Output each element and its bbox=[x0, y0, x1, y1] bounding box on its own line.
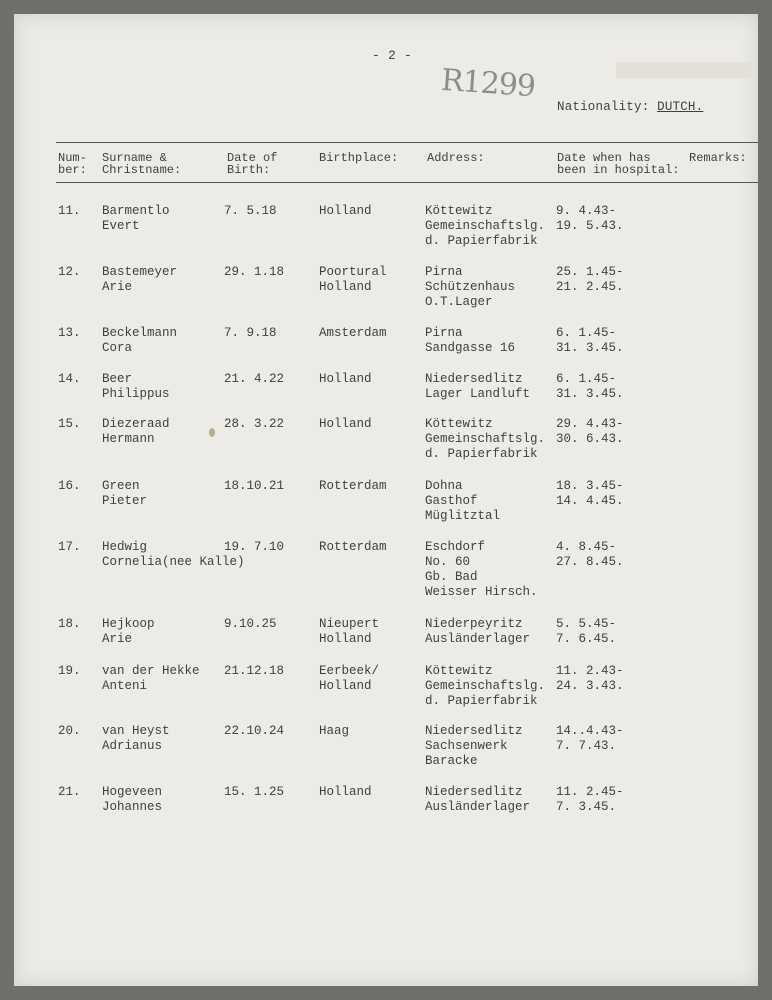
record-address: Dohna Gasthof Müglitztal bbox=[425, 479, 501, 523]
handwritten-reference: R1299 bbox=[439, 62, 537, 105]
record-date-of-birth: 21. 4.22 bbox=[224, 372, 285, 386]
header-hospital: Date when has been in hospital: bbox=[557, 151, 680, 177]
header-surname: Surname & Christname: bbox=[102, 151, 182, 177]
record-address: Pirna Sandgasse 16 bbox=[425, 326, 516, 355]
record-birthplace: Holland bbox=[319, 372, 372, 386]
record-name: Diezeraad Hermann bbox=[102, 417, 170, 446]
record-hospital-dates: 5. 5.45- 7. 6.45. bbox=[556, 617, 617, 646]
record-hospital-dates: 6. 1.45- 31. 3.45. bbox=[556, 326, 624, 355]
header-dob: Date of Birth: bbox=[227, 151, 278, 177]
record-date-of-birth: 18.10.21 bbox=[224, 479, 285, 493]
nationality-line bbox=[557, 100, 703, 115]
record-birthplace: Amsterdam bbox=[319, 326, 387, 340]
record-address: Köttewitz Gemeinschaftslg. d. Papierfabrik bbox=[425, 664, 546, 708]
record-number: 20. bbox=[58, 724, 81, 738]
record-birthplace: Holland bbox=[319, 204, 372, 218]
record-name: Bastemeyer Arie bbox=[102, 265, 178, 294]
record-name: Green Pieter bbox=[102, 479, 148, 508]
record-birthplace: Poortural Holland bbox=[319, 265, 387, 294]
ink-smudge bbox=[209, 428, 215, 437]
header-address: Address: bbox=[427, 151, 485, 165]
header-bottom-rule bbox=[56, 182, 758, 183]
record-hospital-dates: 25. 1.45- 21. 2.45. bbox=[556, 265, 624, 294]
header-number: Num- ber: bbox=[58, 151, 87, 177]
record-number: 18. bbox=[58, 617, 81, 631]
record-name: van Heyst Adrianus bbox=[102, 724, 170, 753]
record-date-of-birth: 9.10.25 bbox=[224, 617, 277, 631]
record-date-of-birth: 7. 9.18 bbox=[224, 326, 277, 340]
page-number: - 2 - bbox=[372, 48, 413, 63]
nationality-value: DUTCH. bbox=[657, 100, 704, 114]
header-top-rule bbox=[56, 142, 758, 143]
record-date-of-birth: 22.10.24 bbox=[224, 724, 285, 738]
record-birthplace: Rotterdam bbox=[319, 540, 387, 554]
record-hospital-dates: 6. 1.45- 31. 3.45. bbox=[556, 372, 624, 401]
record-number: 16. bbox=[58, 479, 81, 493]
record-address: Niedersedlitz Sachsenwerk Baracke bbox=[425, 724, 523, 768]
record-address: Köttewitz Gemeinschaftslg. d. Papierfabrik bbox=[425, 204, 546, 248]
record-birthplace: Haag bbox=[319, 724, 350, 738]
nationality-label: Nationality: bbox=[557, 100, 650, 114]
record-name: Hedwig Cornelia(nee Kalle) bbox=[102, 540, 245, 569]
record-number: 15. bbox=[58, 417, 81, 431]
record-date-of-birth: 28. 3.22 bbox=[224, 417, 285, 431]
record-hospital-dates: 29. 4.43- 30. 6.43. bbox=[556, 417, 624, 446]
record-address: Köttewitz Gemeinschaftslg. d. Papierfabrik bbox=[425, 417, 546, 461]
record-name: van der Hekke Anteni bbox=[102, 664, 200, 693]
faded-stamp-mark bbox=[616, 62, 756, 78]
record-name: Beer Philippus bbox=[102, 372, 170, 401]
record-address: Pirna Schützenhaus O.T.Lager bbox=[425, 265, 516, 309]
record-hospital-dates: 4. 8.45- 27. 8.45. bbox=[556, 540, 624, 569]
record-number: 11. bbox=[58, 204, 81, 218]
record-number: 13. bbox=[58, 326, 81, 340]
record-number: 14. bbox=[58, 372, 81, 386]
record-name: Barmentlo Evert bbox=[102, 204, 170, 233]
record-number: 12. bbox=[58, 265, 81, 279]
record-date-of-birth: 15. 1.25 bbox=[224, 785, 285, 799]
record-name: Hejkoop Arie bbox=[102, 617, 155, 646]
record-address: Niedersedlitz Ausländerlager bbox=[425, 785, 531, 814]
document-page bbox=[14, 14, 758, 986]
record-name: Hogeveen Johannes bbox=[102, 785, 163, 814]
record-number: 17. bbox=[58, 540, 81, 554]
record-date-of-birth: 19. 7.10 bbox=[224, 540, 285, 554]
record-date-of-birth: 21.12.18 bbox=[224, 664, 285, 678]
record-hospital-dates: 14..4.43- 7. 7.43. bbox=[556, 724, 624, 753]
record-address: Eschdorf No. 60 Gb. Bad Weisser Hirsch. bbox=[425, 540, 538, 599]
record-birthplace: Eerbeek/ Holland bbox=[319, 664, 380, 693]
record-address: Niederpeyritz Ausländerlager bbox=[425, 617, 531, 646]
record-number: 19. bbox=[58, 664, 81, 678]
record-birthplace: Nieupert Holland bbox=[319, 617, 380, 646]
record-birthplace: Holland bbox=[319, 417, 372, 431]
record-name: Beckelmann Cora bbox=[102, 326, 178, 355]
record-birthplace: Rotterdam bbox=[319, 479, 387, 493]
record-number: 21. bbox=[58, 785, 81, 799]
record-date-of-birth: 29. 1.18 bbox=[224, 265, 285, 279]
record-date-of-birth: 7. 5.18 bbox=[224, 204, 277, 218]
record-hospital-dates: 9. 4.43- 19. 5.43. bbox=[556, 204, 624, 233]
record-hospital-dates: 11. 2.43- 24. 3.43. bbox=[556, 664, 624, 693]
record-birthplace: Holland bbox=[319, 785, 372, 799]
header-birthplace: Birthplace: bbox=[319, 151, 399, 165]
header-remarks: Remarks: bbox=[689, 151, 747, 165]
record-hospital-dates: 11. 2.45- 7. 3.45. bbox=[556, 785, 624, 814]
record-address: Niedersedlitz Lager Landluft bbox=[425, 372, 531, 401]
record-hospital-dates: 18. 3.45- 14. 4.45. bbox=[556, 479, 624, 508]
